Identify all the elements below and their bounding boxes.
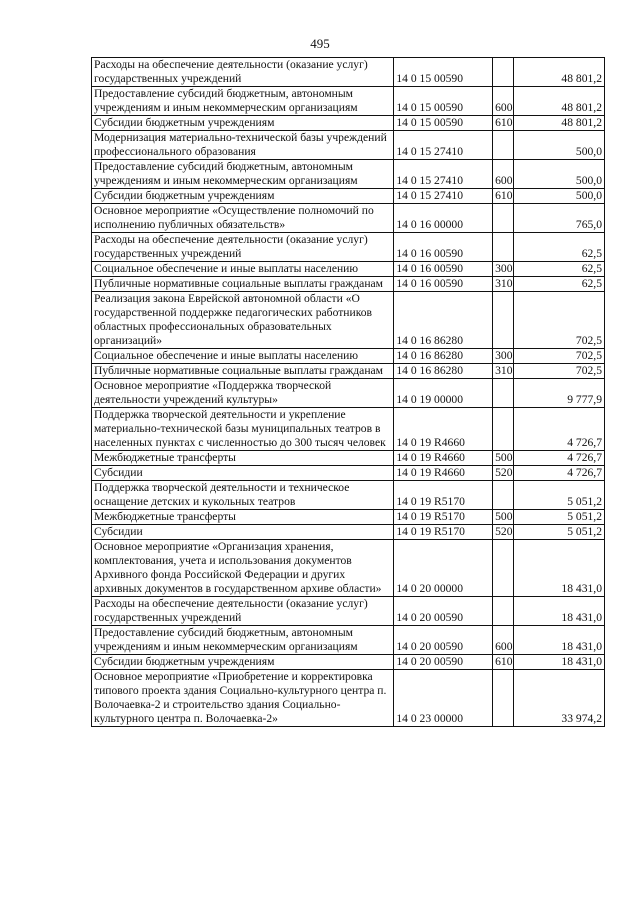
- code-cell: 14 0 15 27410: [394, 189, 493, 204]
- table-row: [92, 481, 605, 510]
- name-cell: Поддержка творческой деятельности и укрепление материально-технической базы муниципальных театров в населенных пунктах с численностью до 300 тысяч человек: [92, 408, 394, 451]
- code-cell: 14 0 20 00590: [394, 597, 493, 626]
- vr-cell: 610: [493, 655, 514, 670]
- code-cell: 14 0 19 R5170: [394, 481, 493, 510]
- vr-cell: 610: [493, 116, 514, 131]
- amount-cell: 33 974,2: [514, 670, 605, 727]
- amount-cell: 702,5: [514, 292, 605, 349]
- vr-cell: [493, 204, 514, 233]
- name-cell: Публичные нормативные социальные выплаты гражданам: [92, 277, 394, 292]
- table-body: [92, 58, 605, 727]
- vr-cell: 310: [493, 277, 514, 292]
- vr-cell: [493, 481, 514, 510]
- amount-cell: 18 431,0: [514, 540, 605, 597]
- vr-cell: [493, 379, 514, 408]
- amount-cell: 5 051,2: [514, 525, 605, 540]
- code-cell: 14 0 16 00590: [394, 277, 493, 292]
- page-number: 495: [310, 36, 330, 51]
- vr-cell: [493, 233, 514, 262]
- code-cell: 14 0 20 00590: [394, 626, 493, 655]
- amount-cell: 500,0: [514, 160, 605, 189]
- name-cell: Предоставление субсидий бюджетным, автономным учреждениям и иным некоммерческим организациям: [92, 87, 394, 116]
- name-cell: Основное мероприятие «Осуществление полномочий по исполнению публичных обязательств»: [92, 204, 394, 233]
- table-row: [92, 262, 605, 277]
- table-row: [92, 597, 605, 626]
- table-row: [92, 626, 605, 655]
- table-row: [92, 540, 605, 597]
- amount-cell: 4 726,7: [514, 408, 605, 451]
- name-cell: Субсидии бюджетным учреждениям: [92, 116, 394, 131]
- code-cell: 14 0 20 00590: [394, 655, 493, 670]
- amount-cell: 18 431,0: [514, 597, 605, 626]
- table-row: [92, 116, 605, 131]
- table-row: [92, 58, 605, 87]
- table-row: [92, 160, 605, 189]
- table-row: [92, 233, 605, 262]
- name-cell: Расходы на обеспечение деятельности (оказание услуг) государственных учреждений: [92, 233, 394, 262]
- vr-cell: 500: [493, 510, 514, 525]
- vr-cell: 600: [493, 626, 514, 655]
- vr-cell: 600: [493, 87, 514, 116]
- vr-cell: [493, 131, 514, 160]
- vr-cell: [493, 58, 514, 87]
- table-row: [92, 131, 605, 160]
- table-row: [92, 525, 605, 540]
- table-row: [92, 451, 605, 466]
- amount-cell: 48 801,2: [514, 116, 605, 131]
- code-cell: 14 0 16 00590: [394, 262, 493, 277]
- code-cell: 14 0 20 00000: [394, 540, 493, 597]
- amount-cell: 765,0: [514, 204, 605, 233]
- code-cell: 14 0 15 00590: [394, 116, 493, 131]
- name-cell: Субсидии бюджетным учреждениям: [92, 655, 394, 670]
- vr-cell: [493, 597, 514, 626]
- amount-cell: 48 801,2: [514, 58, 605, 87]
- vr-cell: 520: [493, 525, 514, 540]
- table-row: [92, 364, 605, 379]
- table-row: [92, 204, 605, 233]
- name-cell: Реализация закона Еврейской автономной области «О государственной поддержке педагогических работников областных профессиональных образовательных организаций»: [92, 292, 394, 349]
- vr-cell: [493, 670, 514, 727]
- name-cell: Расходы на обеспечение деятельности (оказание услуг) государственных учреждений: [92, 58, 394, 87]
- code-cell: 14 0 19 R5170: [394, 510, 493, 525]
- vr-cell: 520: [493, 466, 514, 481]
- table-row: [92, 349, 605, 364]
- table-row: [92, 292, 605, 349]
- name-cell: Предоставление субсидий бюджетным, автономным учреждениям и иным некоммерческим организациям: [92, 626, 394, 655]
- name-cell: Модернизация материально-технической базы учреждений профессионального образования: [92, 131, 394, 160]
- code-cell: 14 0 16 86280: [394, 349, 493, 364]
- vr-cell: 310: [493, 364, 514, 379]
- amount-cell: 62,5: [514, 277, 605, 292]
- code-cell: 14 0 16 86280: [394, 364, 493, 379]
- name-cell: Социальное обеспечение и иные выплаты населению: [92, 262, 394, 277]
- code-cell: 14 0 15 27410: [394, 160, 493, 189]
- vr-cell: [493, 292, 514, 349]
- vr-cell: 300: [493, 349, 514, 364]
- name-cell: Субсидии бюджетным учреждениям: [92, 189, 394, 204]
- table-row: [92, 408, 605, 451]
- code-cell: 14 0 19 00000: [394, 379, 493, 408]
- amount-cell: 702,5: [514, 364, 605, 379]
- vr-cell: [493, 540, 514, 597]
- code-cell: 14 0 19 R5170: [394, 525, 493, 540]
- amount-cell: 48 801,2: [514, 87, 605, 116]
- code-cell: 14 0 23 00000: [394, 670, 493, 727]
- name-cell: Социальное обеспечение и иные выплаты населению: [92, 349, 394, 364]
- code-cell: 14 0 19 R4660: [394, 451, 493, 466]
- table-row: [92, 670, 605, 727]
- amount-cell: 62,5: [514, 262, 605, 277]
- name-cell: Субсидии: [92, 525, 394, 540]
- name-cell: Основное мероприятие «Приобретение и корректировка типового проекта здания Социально-культурного центра п. Волочаевка-2 и строительство здания Социально-культурного центра п. Волочаевка-2»: [92, 670, 394, 727]
- code-cell: 14 0 16 86280: [394, 292, 493, 349]
- amount-cell: 702,5: [514, 349, 605, 364]
- name-cell: Предоставление субсидий бюджетным, автономным учреждениям и иным некоммерческим организациям: [92, 160, 394, 189]
- table-row: [92, 189, 605, 204]
- vr-cell: 500: [493, 451, 514, 466]
- table-row: [92, 655, 605, 670]
- code-cell: 14 0 19 R4660: [394, 408, 493, 451]
- code-cell: 14 0 16 00000: [394, 204, 493, 233]
- code-cell: 14 0 15 00590: [394, 87, 493, 116]
- budget-table: [91, 57, 605, 727]
- name-cell: Расходы на обеспечение деятельности (оказание услуг) государственных учреждений: [92, 597, 394, 626]
- amount-cell: 18 431,0: [514, 655, 605, 670]
- table-row: [92, 466, 605, 481]
- amount-cell: 5 051,2: [514, 510, 605, 525]
- vr-cell: [493, 408, 514, 451]
- table-row: [92, 277, 605, 292]
- vr-cell: 610: [493, 189, 514, 204]
- name-cell: Основное мероприятие «Поддержка творческой деятельности учреждений культуры»: [92, 379, 394, 408]
- code-cell: 14 0 15 27410: [394, 131, 493, 160]
- name-cell: Поддержка творческой деятельности и техническое оснащение детских и кукольных театров: [92, 481, 394, 510]
- name-cell: Основное мероприятие «Организация хранения, комплектования, учета и использования документов Архивного фонда Российской Федерации и других архивных документов в государственном архиве области»: [92, 540, 394, 597]
- amount-cell: 4 726,7: [514, 451, 605, 466]
- table-row: [92, 379, 605, 408]
- name-cell: Субсидии: [92, 466, 394, 481]
- amount-cell: 62,5: [514, 233, 605, 262]
- amount-cell: 9 777,9: [514, 379, 605, 408]
- code-cell: 14 0 16 00590: [394, 233, 493, 262]
- name-cell: Межбюджетные трансферты: [92, 510, 394, 525]
- amount-cell: 4 726,7: [514, 466, 605, 481]
- amount-cell: 500,0: [514, 131, 605, 160]
- amount-cell: 18 431,0: [514, 626, 605, 655]
- table-row: [92, 510, 605, 525]
- code-cell: 14 0 15 00590: [394, 58, 493, 87]
- vr-cell: 300: [493, 262, 514, 277]
- vr-cell: 600: [493, 160, 514, 189]
- name-cell: Публичные нормативные социальные выплаты гражданам: [92, 364, 394, 379]
- code-cell: 14 0 19 R4660: [394, 466, 493, 481]
- amount-cell: 500,0: [514, 189, 605, 204]
- name-cell: Межбюджетные трансферты: [92, 451, 394, 466]
- amount-cell: 5 051,2: [514, 481, 605, 510]
- table-row: [92, 87, 605, 116]
